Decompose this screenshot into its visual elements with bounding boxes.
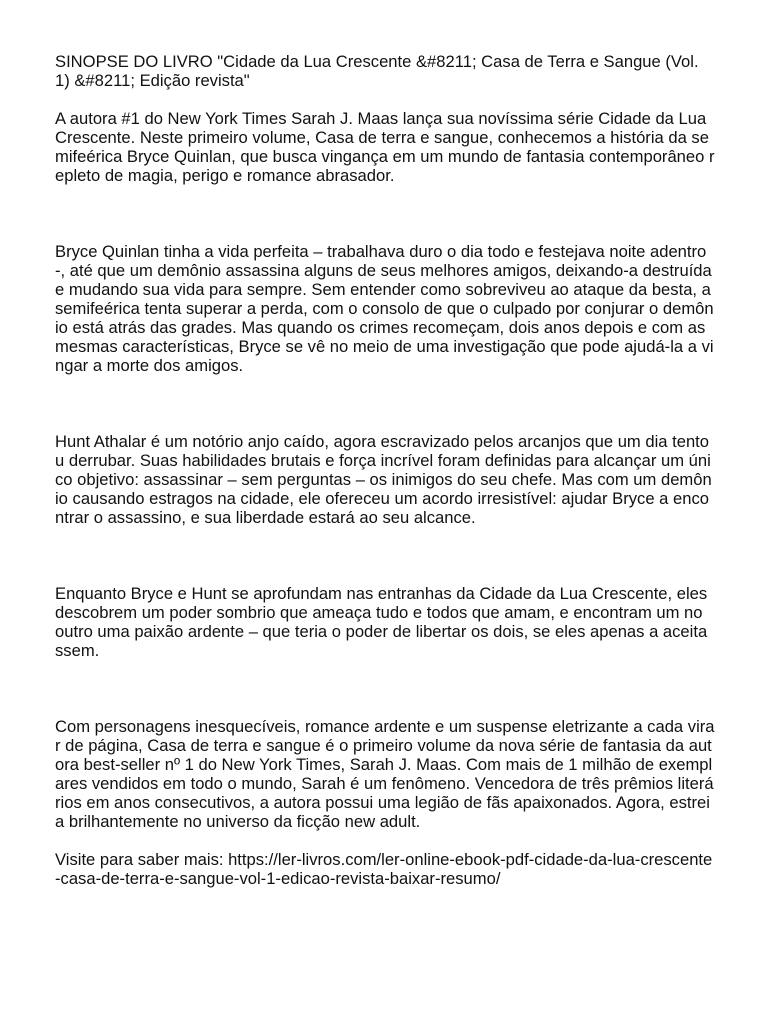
paragraph-hunt: Hunt Athalar é um notório anjo caído, agora escravizado pelos arcanjos que um dia tentou derrubar. Suas habilidades brutais e força incrível foram definidas para alcançar um único objetivo: assassinar – sem perguntas – os inimigos do seu chefe. Mas com um demônio causando estragos na cidade, ele ofereceu um acordo irresistível: ajudar Bryce a encontrar o assassino, e sua liberdade estará ao seu alcance. — [55, 432, 712, 527]
paragraph-intro: A autora #1 do New York Times Sarah J. Maas lança sua novíssima série Cidade da Lua Crescente. Neste primeiro volume, Casa de terra e sangue, conhecemos a história da semifeérica Bryce Quinlan, que busca vingança em um mundo de fantasia contemporâneo repleto de magia, perigo e romance abrasador. — [55, 109, 715, 185]
spacer — [55, 527, 715, 584]
paragraph-author: Com personagens inesquecíveis, romance ardente e um suspense eletrizante a cada virar de página, Casa de terra e sangue é o primeiro volume da nova série de fantasia da autora best-seller nº 1 do New York Times, Sarah J. Maas. Com mais de 1 milhão de exemplares vendidos em todo o mundo, Sarah é um fenômeno. Vencedora de três prêmios literários em anos consecutivos, a autora possui uma legião de fãs apaixonados. Agora, estreia brilhantemente no universo da ficção new adult. — [55, 717, 715, 831]
footer-link-line[interactable]: Visite para saber mais: https://ler-livros.com/ler-online-ebook-pdf-cidade-da-lua-crescente-casa-de-terra-e-sangue-vol-1-edicao-revista-baixar-resumo/ — [55, 850, 713, 888]
spacer — [55, 660, 715, 717]
spacer — [55, 375, 715, 432]
paragraph-bryce: Bryce Quinlan tinha a vida perfeita – trabalhava duro o dia todo e festejava noite adentro -, até que um demônio assassina alguns de seus melhores amigos, deixando-a destruída e mudando sua vida para sempre. Sem entender como sobreviveu ao ataque da besta, a semifeérica tenta superar a perda, com o consolo de que o culpado por conjurar o demônio está atrás das grades. Mas quando os crimes recomeçam, dois anos depois e com as mesmas características, Bryce se vê no meio de uma investigação que pode ajudá-la a vingar a morte dos amigos. — [55, 242, 714, 375]
document-title-line: SINOPSE DO LIVRO "Cidade da Lua Crescente &#8211; Casa de Terra e Sangue (Vol. 1) &#8211; Edição revista" — [55, 52, 699, 90]
spacer — [55, 831, 715, 850]
spacer — [55, 185, 715, 242]
paragraph-together: Enquanto Bryce e Hunt se aprofundam nas entranhas da Cidade da Lua Crescente, eles descobrem um poder sombrio que ameaça tudo e todos que amam, e encontram um no outro uma paixão ardente – que teria o poder de libertar os dois, se eles apenas a aceitassem. — [55, 584, 708, 660]
spacer — [55, 90, 715, 109]
document-page — [55, 52, 715, 888]
